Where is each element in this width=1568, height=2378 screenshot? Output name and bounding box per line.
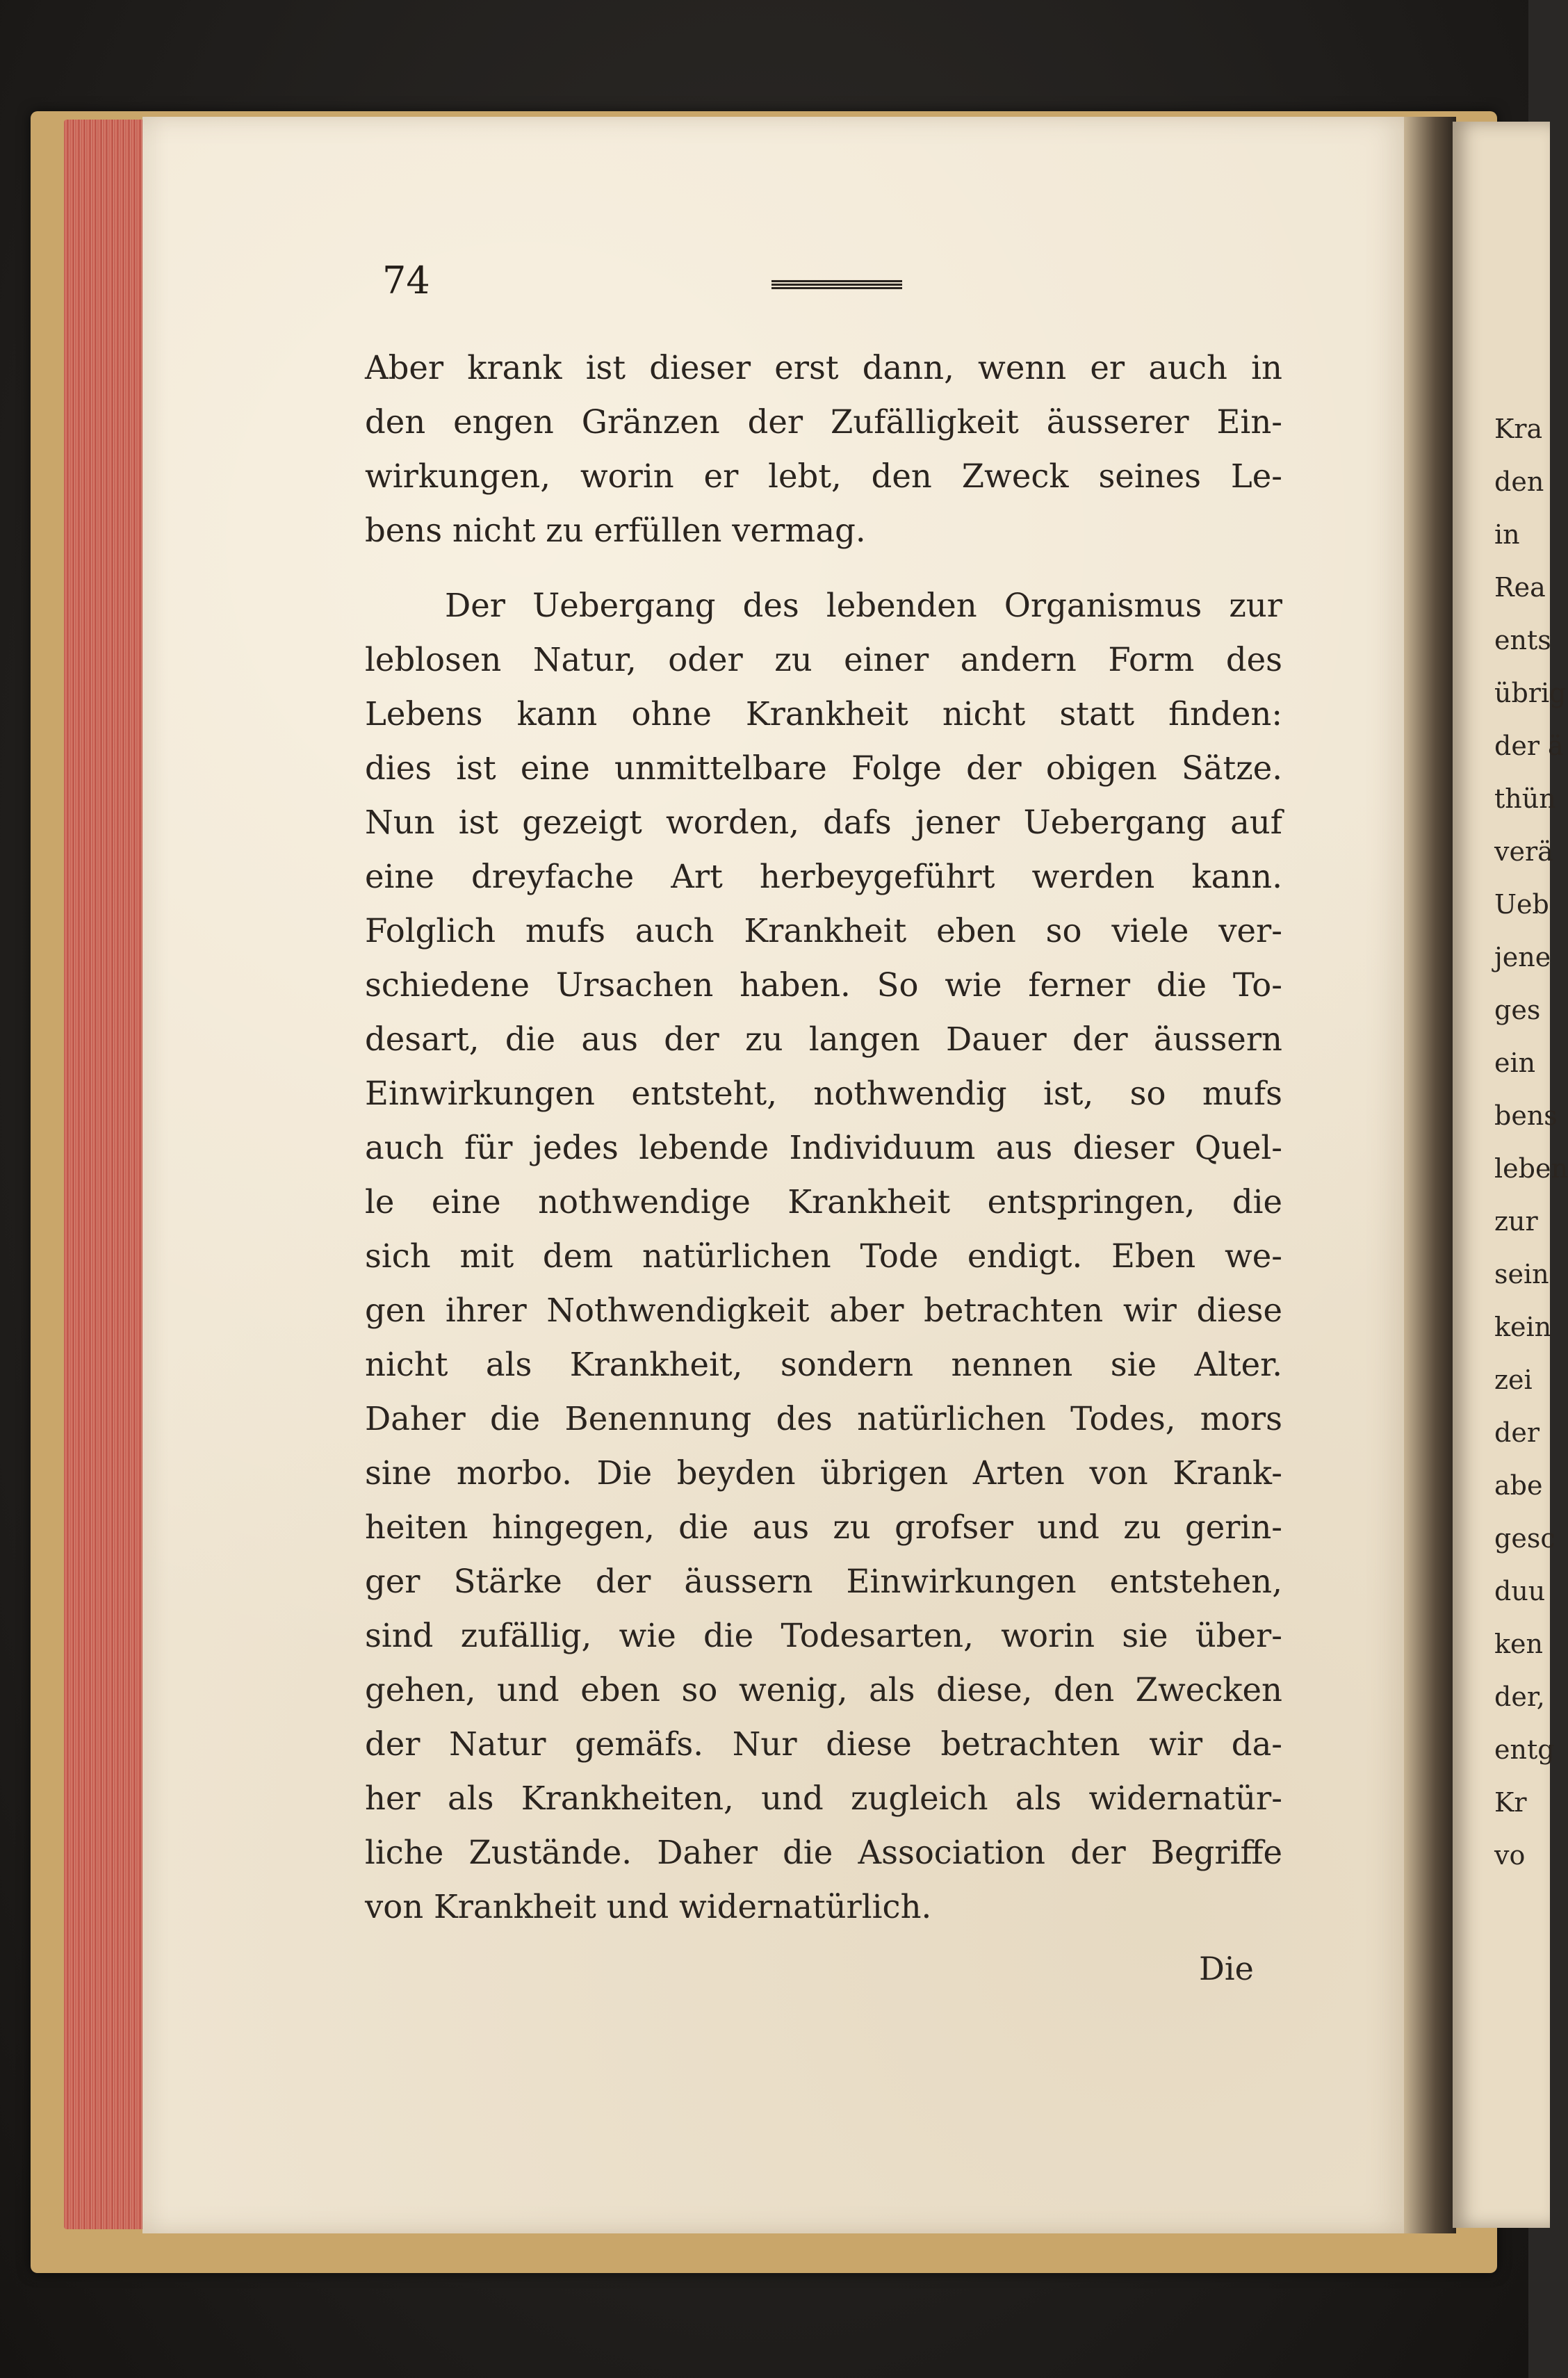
paragraph (365, 578, 1282, 1934)
text-line: bens nicht zu erfüllen vermag. (365, 512, 866, 549)
header-rule (771, 279, 902, 289)
text-line: auch für jedes lebende Individuum aus dieser Quel- (365, 1129, 1282, 1166)
facing-page-fragment: gesc (1494, 1523, 1555, 1554)
facing-page-fragment: leben (1494, 1153, 1568, 1184)
facing-page-fragment: abe (1494, 1470, 1543, 1501)
facing-page-fragment: der, (1494, 1681, 1545, 1712)
facing-page-fragment: duu (1494, 1576, 1546, 1606)
text-line: Der Uebergang des lebenden Organismus zur (445, 587, 1282, 624)
facing-page-fragment: entg (1494, 1734, 1555, 1765)
text-line: Folglich mufs auch Krankheit eben so viele ver- (365, 912, 1282, 950)
text-line: Nun ist gezeigt worden, dafs jener Uebergang auf (365, 804, 1282, 841)
text-line: ger Stärke der äussern Einwirkungen entstehen, (365, 1563, 1282, 1600)
paragraph-gap (365, 557, 1282, 578)
text-line: schiedene Ursachen haben. So wie ferner die To- (365, 966, 1282, 1004)
facing-page-fragment: thün (1494, 783, 1556, 814)
facing-page-fragment: zur (1494, 1206, 1538, 1237)
text-line: desart, die aus der zu langen Dauer der äussern (365, 1020, 1282, 1058)
text-line: sine morbo. Die beyden übrigen Arten von Krank- (365, 1454, 1282, 1492)
facing-page-fragment: Kra (1494, 414, 1543, 444)
text-line: sich mit dem natürlichen Tode endigt. Eben we- (365, 1237, 1282, 1275)
text-line: den engen Gränzen der Zufälligkeit äusserer Ein- (365, 403, 1282, 441)
text-line: Lebens kann ohne Krankheit nicht statt finden: (365, 695, 1282, 733)
text-line: her als Krankheiten, und zugleich als widernatür- (365, 1780, 1282, 1817)
facing-page-fragment: Rea (1494, 572, 1546, 603)
facing-page-fragment: der ä (1494, 731, 1564, 761)
text-line: Aber krank ist dieser erst dann, wenn er auch in (365, 349, 1282, 386)
text-line: gen ihrer Nothwendigkeit aber betrachten wir diese (365, 1292, 1282, 1329)
text-line: der Natur gemäfs. Nur diese betrachten wir da- (365, 1725, 1282, 1763)
text-line: sind zufällig, wie die Todesarten, worin sie über- (365, 1617, 1282, 1654)
text-line: le eine nothwendige Krankheit entspringen, die (365, 1183, 1282, 1221)
facing-page-fragment: ges (1494, 995, 1541, 1025)
facing-page-fragment: übrig (1494, 678, 1567, 708)
text-line: heiten hingegen, die aus zu grofser und zu gerin- (365, 1508, 1282, 1546)
body-text (365, 341, 1282, 1934)
facing-page-fragment: ken (1494, 1629, 1543, 1659)
text-line: liche Zustände. Daher die Association der Begriffe (365, 1834, 1282, 1871)
facing-page (1453, 122, 1568, 2228)
facing-page-fragment: sein (1494, 1259, 1549, 1289)
facing-page-fragment: zei (1494, 1365, 1533, 1395)
paragraph (365, 341, 1282, 557)
facing-page-fragment: kein (1494, 1312, 1552, 1342)
text-line: von Krankheit und widernatürlich. (365, 1888, 932, 1925)
facing-page-fragment: vo (1494, 1840, 1526, 1871)
text-line: gehen, und eben so wenig, als diese, den Zwecken (365, 1671, 1282, 1709)
running-header (382, 259, 1279, 300)
book-gutter (1404, 117, 1456, 2233)
text-line: leblosen Natur, oder zu einer andern Form des (365, 641, 1282, 678)
facing-page-fragment: Ueb (1494, 889, 1549, 920)
facing-page-fragment: verä (1494, 836, 1553, 867)
facing-page-fragment: den (1494, 466, 1544, 497)
facing-page-fragment: ein (1494, 1048, 1536, 1078)
facing-page-fragment: bens (1494, 1100, 1558, 1131)
catchword: Die (1199, 1950, 1254, 1987)
text-line: wirkungen, worin er lebt, den Zweck seines Le- (365, 457, 1282, 495)
text-line: Daher die Benennung des natürlichen Todes, mors (365, 1400, 1282, 1438)
text-line: eine dreyfache Art herbeygeführt werden kann. (365, 858, 1282, 895)
text-line: Einwirkungen entsteht, nothwendig ist, so mufs (365, 1075, 1282, 1112)
facing-page-fragment: jene (1494, 942, 1551, 972)
page-number: 74 (382, 259, 430, 302)
facing-page-fragment: Kr (1494, 1787, 1527, 1818)
facing-page-fragment: in (1494, 519, 1520, 550)
text-line: dies ist eine unmittelbare Folge der obigen Sätze. (365, 749, 1282, 787)
text-line: nicht als Krankheit, sondern nennen sie Alter. (365, 1346, 1282, 1383)
facing-page-fragment: der (1494, 1417, 1540, 1448)
facing-page-fragment: ents (1494, 625, 1551, 655)
